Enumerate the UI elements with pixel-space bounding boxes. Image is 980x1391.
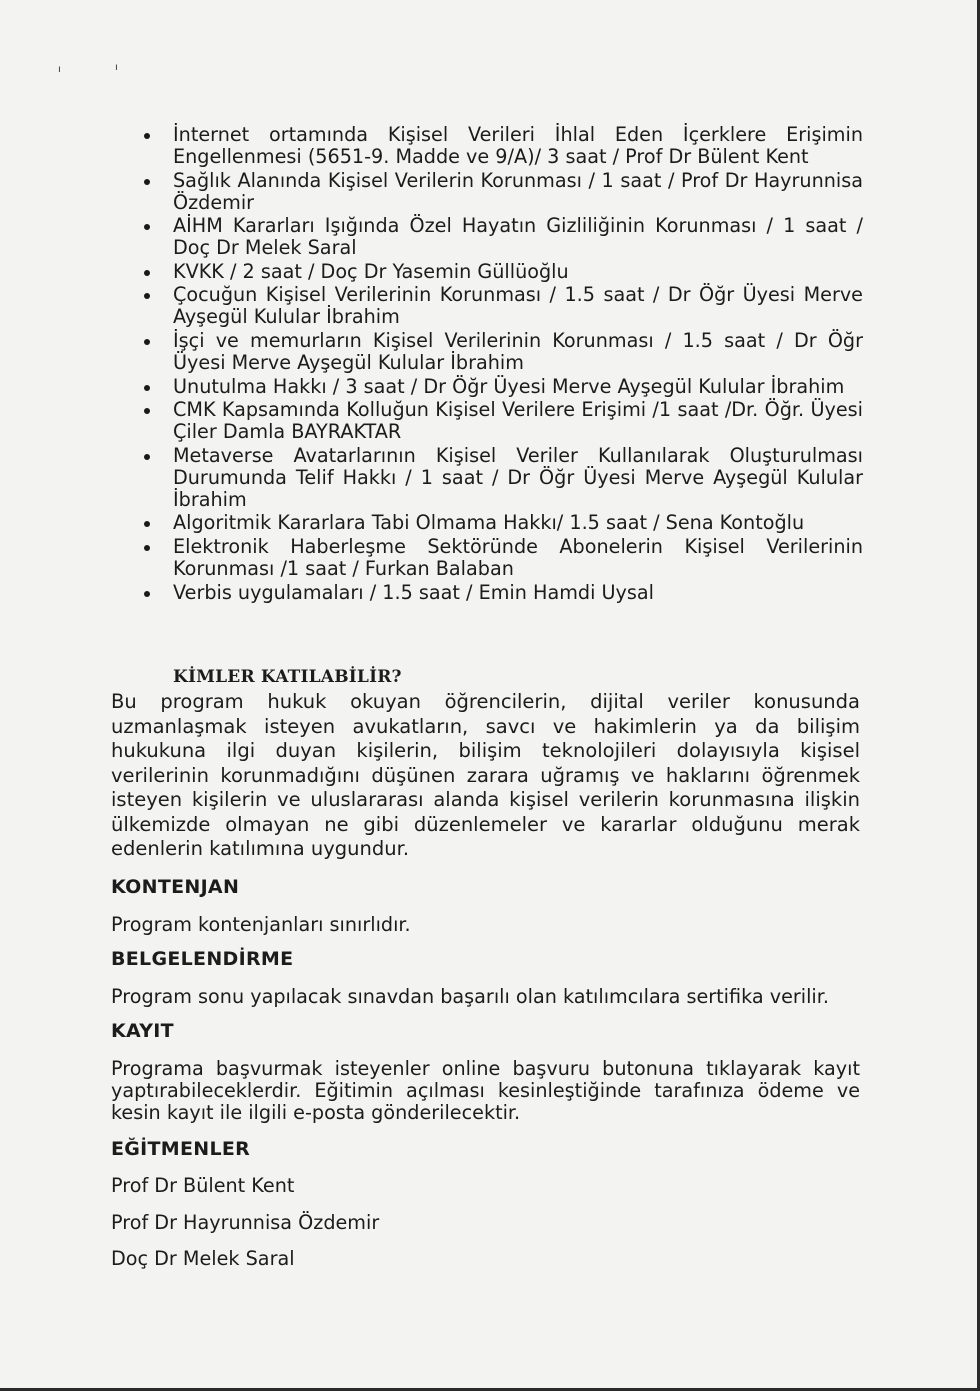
scan-mark: ı — [58, 64, 61, 75]
course-item — [173, 170, 863, 214]
course-item — [173, 512, 863, 534]
course-item — [173, 399, 863, 443]
course-item-text: Çocuğun Kişisel Verilerinin Korunması / 1.5 saat / Dr Öğr Üyesi Merve Ayşegül Kulular İbrahim — [173, 283, 863, 329]
course-item — [173, 445, 863, 511]
registration-heading: KAYIT — [111, 1020, 174, 1042]
bullet-icon — [144, 454, 150, 460]
bullet-icon — [144, 591, 150, 597]
bullet-icon — [144, 385, 150, 391]
course-item — [173, 124, 863, 168]
instructor-name: Prof Dr Bülent Kent — [111, 1174, 295, 1197]
course-item — [173, 376, 863, 398]
course-item-text: Algoritmik Kararlara Tabi Olmama Hakkı/ 1.5 saat / Sena Kontoğlu — [173, 511, 805, 535]
course-item-text: Verbis uygulamaları / 1.5 saat / Emin Hamdi Uysal — [173, 580, 654, 604]
instructors-heading: EĞİTMENLER — [111, 1138, 251, 1160]
bullet-icon — [144, 224, 150, 230]
bullet-icon — [144, 133, 150, 139]
bullet-icon — [144, 293, 150, 299]
course-list — [173, 124, 863, 605]
quota-text: Program kontenjanları sınırlıdır. — [111, 913, 411, 936]
course-item-text: AİHM Kararları Işığında Özel Hayatın Gizliliğinin Korunması / 1 saat / Doç Dr Melek Saral — [173, 214, 863, 260]
certification-heading: BELGELENDİRME — [111, 948, 294, 970]
bullet-icon — [144, 179, 150, 185]
course-item-text: Unutulma Hakkı / 3 saat / Dr Öğr Üyesi Merve Ayşegül Kulular İbrahim — [173, 374, 845, 398]
bullet-icon — [144, 545, 150, 551]
instructor-name: Prof Dr Hayrunnisa Özdemir — [111, 1210, 380, 1234]
who-can-attend-text: Bu program hukuk okuyan öğrencilerin, dijital veriler konusunda uzmanlaşmak isteyen avukatların, savcı ve hakimlerin ya da bilişim hukukuna ilgi duyan kişilerin, bilişim teknolojileri dolayısıyla kişisel verilerinin korunmadığını düşünen zarara uğramış ve haklarını öğrenmek isteyen kişilerin ve uluslararası alanda kişisel verilerin korunmasına ilişkin ülkemizde olmayan ne gibi düzenlemeler ve kararlar olduğunu merak edenlerin katılımına uygundur. — [111, 690, 860, 860]
who-can-attend-heading: KİMLER KATILABİLİR? — [173, 667, 402, 687]
course-item-text: KVKK / 2 saat / Doç Dr Yasemin Güllüoğlu — [173, 259, 569, 283]
bullet-icon — [144, 270, 150, 276]
course-item-text: CMK Kapsamında Kolluğun Kişisel Verilere Erişimi /1 saat /Dr. Öğr. Üyesi Çiler Damla BAYRAKTAR — [173, 398, 863, 444]
instructor-list — [111, 1175, 379, 1285]
course-item-text: İşçi ve memurların Kişisel Verilerinin Korunması / 1.5 saat / Dr Öğr Üyesi Merve Ayşegül Kulular İbrahim — [173, 328, 863, 374]
registration-text: Programa başvurmak isteyenler online başvuru butonuna tıklayarak kayıt yaptırabileceklerdir. Eğitimin açılması kesinleştiğinde tarafınıza ödeme ve kesin kayıt ile ilgili e-posta gönderilecektir. — [111, 1057, 860, 1124]
certification-text: Program sonu yapılacak sınavdan başarılı olan katılımcılara sertifika verilir. — [111, 985, 829, 1008]
course-item — [173, 330, 863, 374]
course-item-text: İnternet ortamında Kişisel Verileri İhlal Eden İçerklere Erişimin Engellenmesi (5651-9. Madde ve 9/A)/ 3 saat / Prof Dr Bülent Kent — [173, 123, 863, 168]
course-item — [173, 536, 863, 580]
course-item-text: Metaverse Avatarlarının Kişisel Veriler Kullanılarak Oluşturulması Durumunda Telif Hakkı / 1 saat / Dr Öğr Üyesi Merve Ayşegül Kulular İbrahim — [173, 443, 863, 511]
scan-mark: ı — [115, 62, 118, 73]
course-item — [173, 215, 863, 259]
bullet-icon — [144, 521, 150, 527]
course-item-text: Elektronik Haberleşme Sektöründe Abonelerin Kişisel Verilerinin Korunması /1 saat / Furkan Balaban — [173, 534, 863, 580]
bullet-icon — [144, 339, 150, 345]
instructor-name: Doç Dr Melek Saral — [111, 1247, 295, 1270]
bullet-icon — [144, 408, 150, 414]
course-item — [173, 284, 863, 328]
course-item-text: Sağlık Alanında Kişisel Verilerin Korunması / 1 saat / Prof Dr Hayrunnisa Özdemir — [173, 168, 863, 214]
quota-heading: KONTENJAN — [111, 876, 240, 898]
course-item — [173, 261, 863, 283]
course-item — [173, 582, 863, 604]
